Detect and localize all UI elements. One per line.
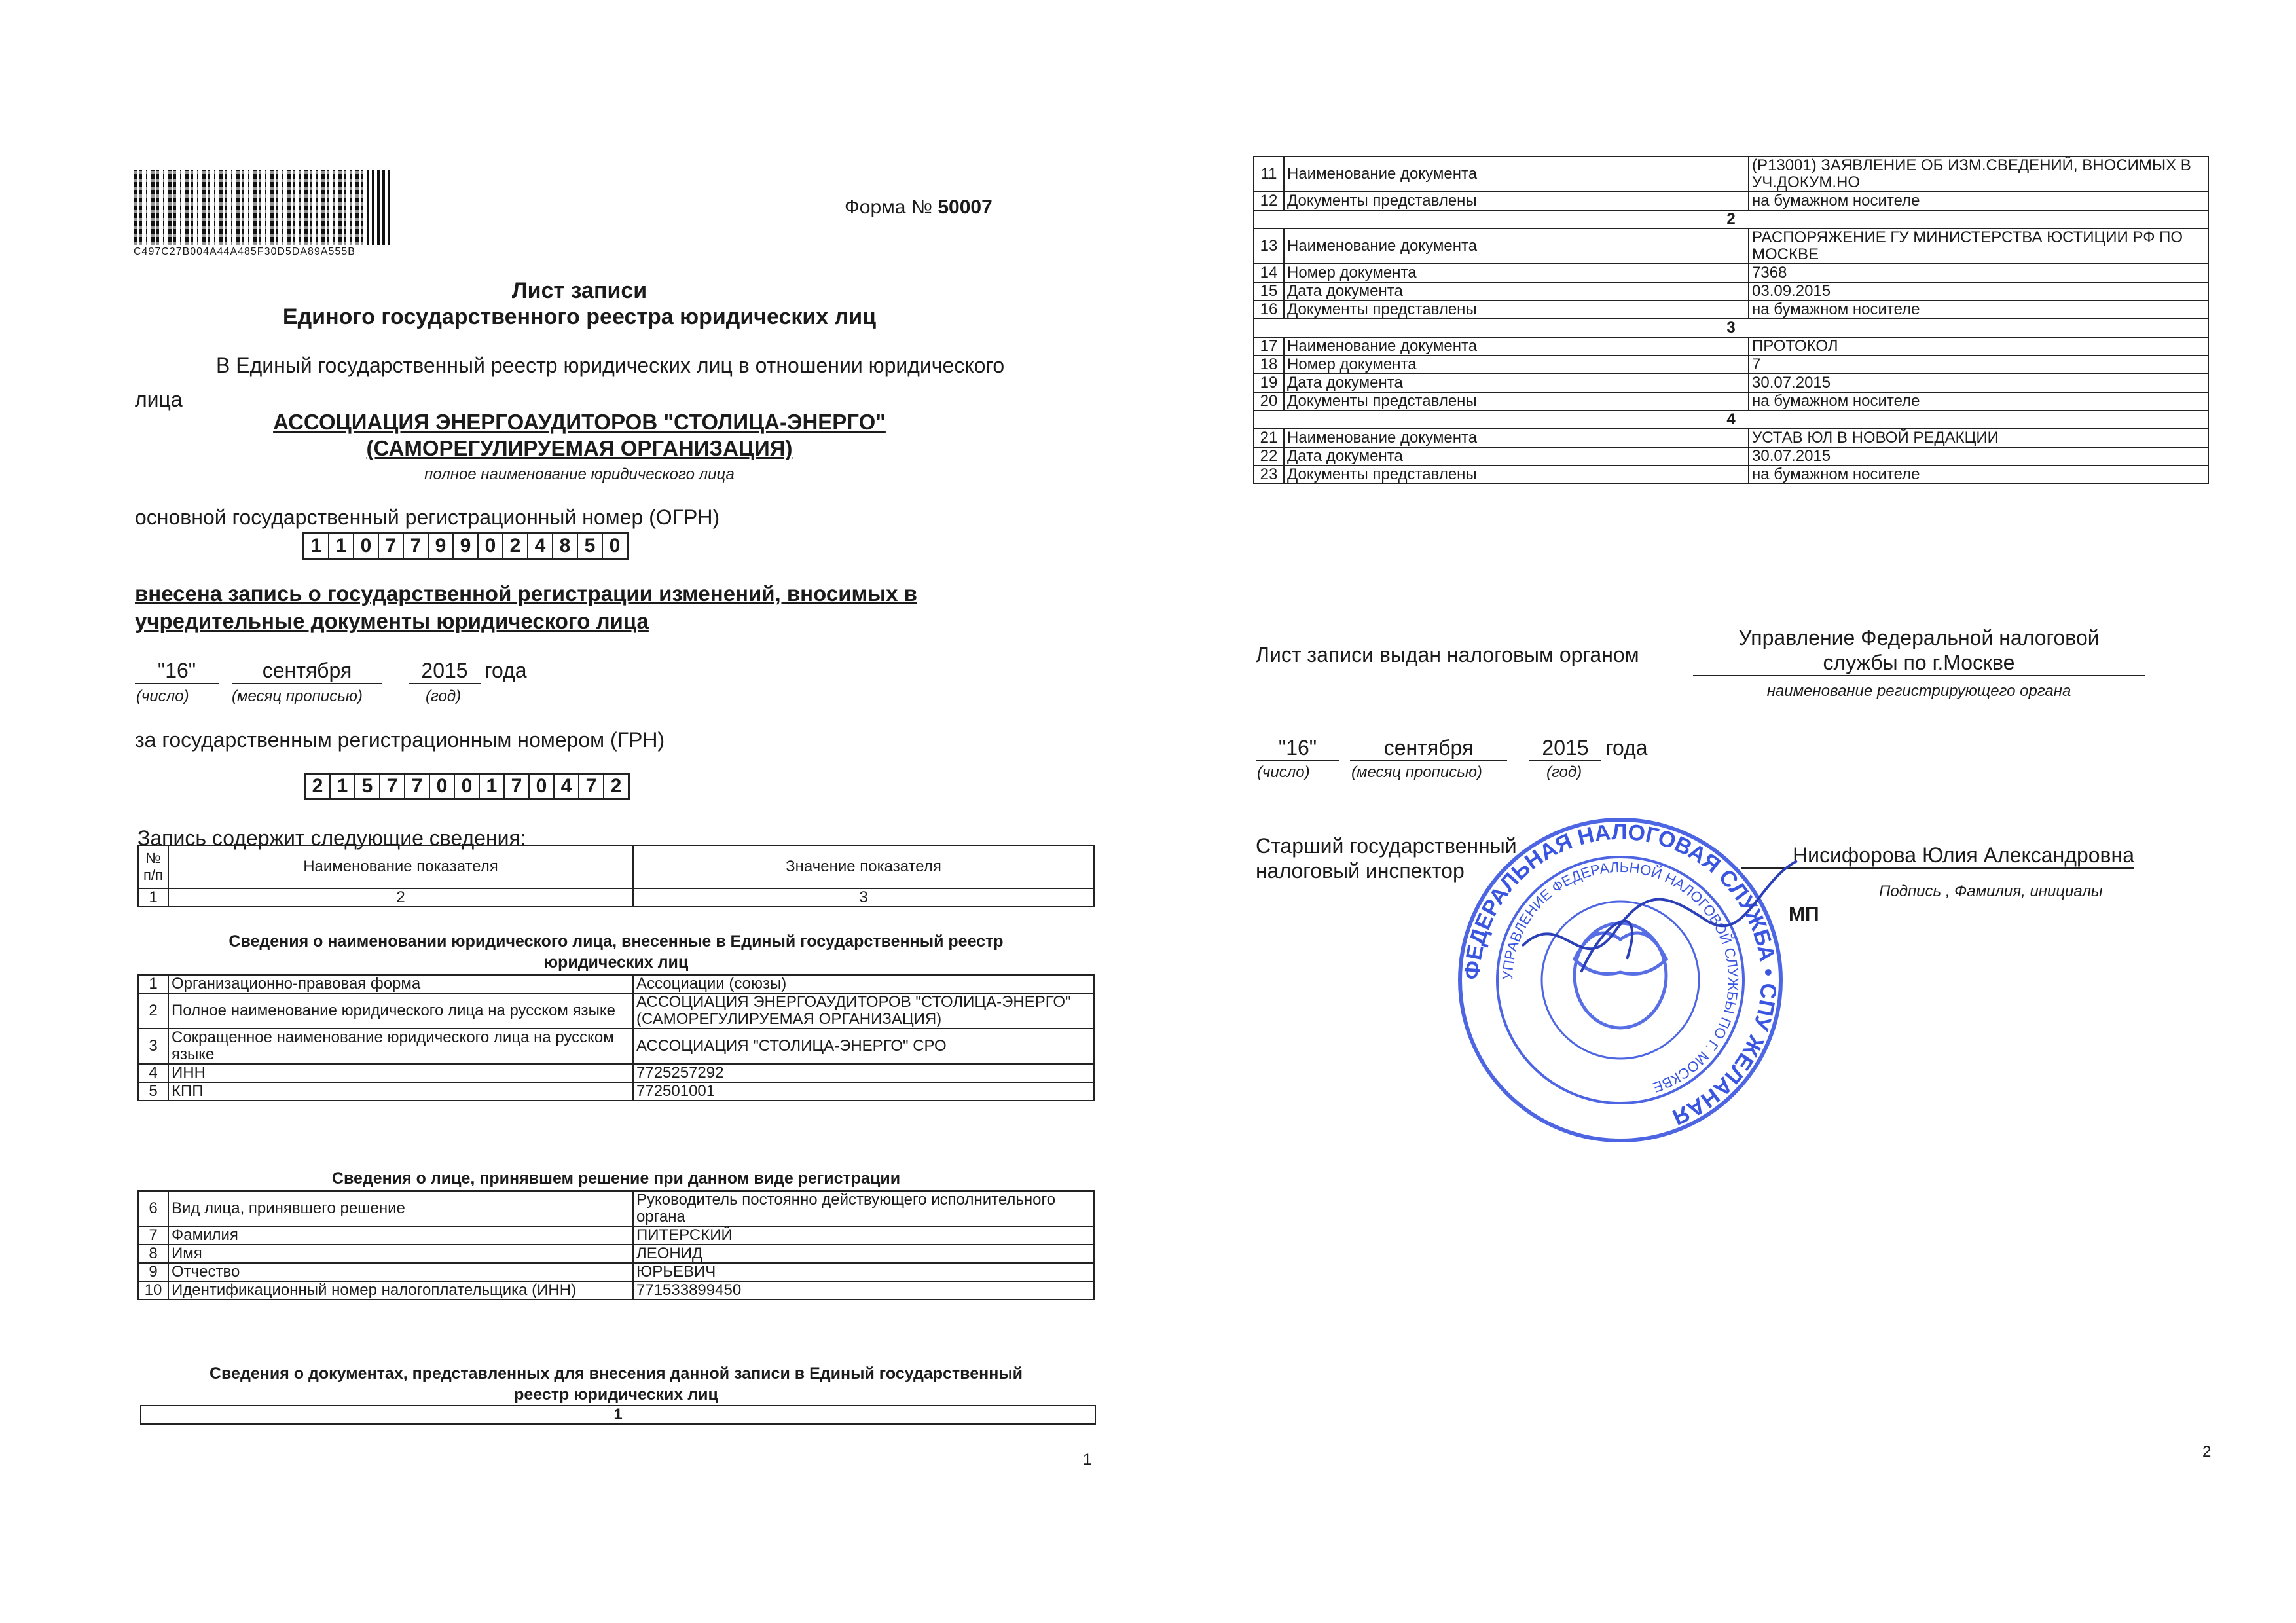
ogrn-digit: 4 <box>528 534 553 558</box>
row-number: 13 <box>1254 228 1284 264</box>
table-row <box>1254 264 2208 282</box>
row-number: 10 <box>138 1281 168 1300</box>
row-number: 17 <box>1254 337 1284 356</box>
org-name-line1: АССОЦИАЦИЯ ЭНЕРГОАУДИТОРОВ "СТОЛИЦА-ЭНЕРГО" <box>273 410 886 434</box>
org-name-caption: полное наименование юридического лица <box>424 465 735 483</box>
row-number: 22 <box>1254 447 1284 465</box>
row-indicator-value: 772501001 <box>633 1082 1094 1101</box>
section2-title: Сведения о лице, принявшем решение при данном виде регистрации <box>331 1169 901 1188</box>
page1-number: 1 <box>1083 1451 1092 1468</box>
row-indicator-name: Номер документа <box>1284 264 1749 282</box>
row-indicator-name: КПП <box>168 1082 633 1101</box>
table-row <box>138 993 1094 1029</box>
table-row <box>1254 192 2208 210</box>
row-indicator-name: Организационно-правовая форма <box>168 975 633 993</box>
row-number: 14 <box>1254 264 1284 282</box>
inspector-caption: Подпись , Фамилия, инициалы <box>1879 883 2103 900</box>
grn-digit: 1 <box>480 775 505 798</box>
section3-group-1: 1 <box>141 1406 1095 1424</box>
header-index-2: 2 <box>168 888 633 907</box>
table-row <box>138 1245 1094 1263</box>
header-col-number: № п/п <box>138 845 168 888</box>
row-indicator-name: Дата документа <box>1284 447 1749 465</box>
ogrn-digit: 9 <box>429 534 454 558</box>
ogrn-digit: 2 <box>503 534 528 558</box>
grn-digit: 2 <box>306 775 331 798</box>
table-row <box>1254 465 2208 484</box>
header-col-value: Значение показателя <box>633 845 1094 888</box>
row-indicator-name: Наименование документа <box>1284 337 1749 356</box>
table-row <box>1254 429 2208 447</box>
row-number: 2 <box>138 993 168 1029</box>
row-indicator-name: ИНН <box>168 1064 633 1082</box>
table-row <box>1254 392 2208 410</box>
section3-title-line1: Сведения о документах, представленных для внесения данной записи в Единый государственный <box>209 1364 1023 1383</box>
row-number: 12 <box>1254 192 1284 210</box>
ogrn-digit: 0 <box>609 535 621 556</box>
group-number: 3 <box>1254 319 2208 337</box>
issued-org-line1: Управление Федеральной налоговой <box>1738 626 2100 649</box>
ogrn-digit: 0 <box>479 534 503 558</box>
row-indicator-value: Ассоциации (союзы) <box>633 975 1094 993</box>
date2-day: "16" <box>1256 736 1339 761</box>
section1-table <box>137 974 1095 1101</box>
form-label: Форма № <box>845 196 933 218</box>
row-indicator-name: Документы представлены <box>1284 465 1749 484</box>
row-number: 8 <box>138 1245 168 1263</box>
date2-suffix: года <box>1605 736 1648 759</box>
grn-digit: 4 <box>555 775 579 798</box>
form-number <box>845 196 993 219</box>
row-number: 23 <box>1254 465 1284 484</box>
row-indicator-value: на бумажном носителе <box>1749 465 2208 484</box>
group-number: 4 <box>1254 410 2208 429</box>
date2-caption-year: (год) <box>1546 763 1582 781</box>
entry-line2: учредительные документы юридического лица <box>135 609 649 633</box>
row-indicator-value: на бумажном носителе <box>1749 392 2208 410</box>
date2-caption-day: (число) <box>1257 763 1310 781</box>
ogrn-digit: 1 <box>304 534 329 558</box>
table-row <box>1254 356 2208 374</box>
row-indicator-value: на бумажном носителе <box>1749 301 2208 319</box>
barcode-tail <box>367 170 393 245</box>
intro-line1: В Единый государственный реестр юридических лиц в отношении юридического <box>216 354 1005 377</box>
row-number: 20 <box>1254 392 1284 410</box>
stamp-eagle-emblem <box>1575 923 1666 1028</box>
section1-title-line1: Сведения о наименовании юридического лица, внесенные в Единый государственный реестр <box>228 932 1004 951</box>
grn-digit: 7 <box>405 775 430 798</box>
row-indicator-name: Документы представлены <box>1284 301 1749 319</box>
table-row <box>138 1281 1094 1300</box>
form-number-value: 50007 <box>938 196 993 218</box>
row-number: 9 <box>138 1263 168 1281</box>
table-row <box>1254 156 2208 192</box>
row-indicator-value: 7 <box>1749 356 2208 374</box>
row-indicator-value: 30.07.2015 <box>1749 374 2208 392</box>
stamp-graphic <box>1430 809 1810 1149</box>
page2-number: 2 <box>2202 1443 2212 1461</box>
row-indicator-value: ЮРЬЕВИЧ <box>633 1263 1094 1281</box>
barcode <box>134 170 388 245</box>
row-number: 5 <box>138 1082 168 1101</box>
inspector-title-line1: Старший государственный <box>1256 834 1517 858</box>
table-row <box>138 1191 1094 1226</box>
table-row <box>138 1064 1094 1082</box>
row-number: 21 <box>1254 429 1284 447</box>
row-number: 19 <box>1254 374 1284 392</box>
group-header-row <box>1254 210 2208 228</box>
row-indicator-name: Дата документа <box>1284 374 1749 392</box>
row-indicator-name: Наименование документа <box>1284 429 1749 447</box>
header-index-1: 1 <box>138 888 168 907</box>
official-stamp <box>1430 809 1810 1149</box>
row-indicator-name: Имя <box>168 1245 633 1263</box>
date1-caption-day: (число) <box>136 687 189 705</box>
table-row <box>138 1029 1094 1064</box>
row-indicator-name: Дата документа <box>1284 282 1749 301</box>
ogrn-digit: 7 <box>379 534 404 558</box>
grn-digit: 0 <box>455 775 480 798</box>
date2-year: 2015 <box>1529 736 1601 761</box>
table-row <box>1254 374 2208 392</box>
row-indicator-name: Идентификационный номер налогоплательщика (ИНН) <box>168 1281 633 1300</box>
grn-digit: 1 <box>331 775 355 798</box>
row-indicator-name: Полное наименование юридического лица на русском языке <box>168 993 633 1029</box>
grn-digit: 2 <box>610 775 622 797</box>
row-number: 15 <box>1254 282 1284 301</box>
date1-year: 2015 <box>409 659 481 684</box>
row-indicator-name: Документы представлены <box>1284 392 1749 410</box>
org-name-line2: (САМОРЕГУЛИРУЕМАЯ ОРГАНИЗАЦИЯ) <box>366 436 793 460</box>
row-indicator-name: Наименование документа <box>1284 228 1749 264</box>
date1-caption-year: (год) <box>426 687 462 705</box>
row-indicator-name: Вид лица, принявшего решение <box>168 1191 633 1226</box>
grn-digit: 0 <box>530 775 555 798</box>
row-indicator-name: Номер документа <box>1284 356 1749 374</box>
group-header-row <box>1254 410 2208 429</box>
inspector-name: Нисифорова Юлия Александровна <box>1741 843 2134 869</box>
row-indicator-value: АССОЦИАЦИЯ "СТОЛИЦА-ЭНЕРГО" СРО <box>633 1029 1094 1064</box>
stamp-outer-text: ФЕДЕРАЛЬНАЯ НАЛОГОВАЯ СЛУЖБА • СПУ ЖЕЛАНАЯ <box>1459 819 1781 1130</box>
issued-org-caption: наименование регистрирующего органа <box>1766 682 2071 700</box>
row-indicator-value: 771533899450 <box>633 1281 1094 1300</box>
contains-label: Запись содержит следующие сведения: <box>137 826 526 850</box>
row-indicator-name: Документы представлены <box>1284 192 1749 210</box>
header-index-3: 3 <box>633 888 1094 907</box>
documents-table <box>1253 156 2209 484</box>
ogrn-digit: 1 <box>329 534 354 558</box>
row-number: 1 <box>138 975 168 993</box>
row-number: 18 <box>1254 356 1284 374</box>
section3-title-line2: реестр юридических лиц <box>514 1385 718 1404</box>
ogrn-digits <box>302 532 629 560</box>
row-indicator-name: Сокращенное наименование юридического лица на русском языке <box>168 1029 633 1064</box>
grn-digit: 7 <box>380 775 405 798</box>
mp-label: МП <box>1789 903 1819 925</box>
intro-line2: лица <box>135 388 183 411</box>
row-number: 4 <box>138 1064 168 1082</box>
row-indicator-value: ПРОТОКОЛ <box>1749 337 2208 356</box>
grn-digit: 0 <box>430 775 455 798</box>
row-indicator-value: (Р13001) ЗАЯВЛЕНИЕ ОБ ИЗМ.СВЕДЕНИЙ, ВНОСИМЫХ В УЧ.ДОКУМ.НО <box>1749 156 2208 192</box>
issued-org-line2: службы по г.Москве <box>1693 651 2145 676</box>
section2-table <box>137 1190 1095 1300</box>
date2-month: сентября <box>1350 736 1507 761</box>
barcode-text: C497C27B004A44A485F30D5DA89A555B <box>134 246 355 257</box>
ogrn-label: основной государственный регистрационный номер (ОГРН) <box>135 505 720 529</box>
date1-month: сентября <box>232 659 382 684</box>
row-number: 7 <box>138 1226 168 1245</box>
table-row <box>1254 228 2208 264</box>
entry-line1: внесена запись о государственной регистрации изменений, вносимых в <box>135 581 917 606</box>
group-number: 2 <box>1254 210 2208 228</box>
section3-table <box>140 1405 1096 1425</box>
row-number: 16 <box>1254 301 1284 319</box>
table-row <box>138 1226 1094 1245</box>
row-indicator-value: АССОЦИАЦИЯ ЭНЕРГОАУДИТОРОВ "СТОЛИЦА-ЭНЕРГО" (САМОРЕГУЛИРУЕМАЯ ОРГАНИЗАЦИЯ) <box>633 993 1094 1029</box>
row-indicator-value: УСТАВ ЮЛ В НОВОЙ РЕДАКЦИИ <box>1749 429 2208 447</box>
row-indicator-value: на бумажном носителе <box>1749 192 2208 210</box>
grn-digit: 5 <box>355 775 380 798</box>
row-indicator-value: 7368 <box>1749 264 2208 282</box>
header-col-name: Наименование показателя <box>168 845 633 888</box>
row-indicator-value: ПИТЕРСКИЙ <box>633 1226 1094 1245</box>
table-row <box>138 975 1094 993</box>
grn-digits <box>304 773 630 800</box>
stamp-inner-text: УПРАВЛЕНИЕ ФЕДЕРАЛЬНОЙ НАЛОГОВОЙ СЛУЖБЫ ПО Г. МОСКВЕ <box>1499 858 1742 1096</box>
date2-caption-month: (месяц прописью) <box>1351 763 1482 781</box>
row-indicator-value: 7725257292 <box>633 1064 1094 1082</box>
page-title-line1: Лист записи <box>511 278 647 303</box>
row-indicator-value: РАСПОРЯЖЕНИЕ ГУ МИНИСТЕРСТВА ЮСТИЦИИ РФ ПО МОСКВЕ <box>1749 228 2208 264</box>
table-row <box>1254 282 2208 301</box>
table-row <box>138 1082 1094 1101</box>
row-number: 11 <box>1254 156 1284 192</box>
ogrn-digit: 0 <box>354 534 379 558</box>
header-table <box>137 845 1095 907</box>
section1-title-line2: юридических лиц <box>543 953 689 972</box>
ogrn-digit: 5 <box>578 534 603 558</box>
table-row <box>1254 301 2208 319</box>
table-row <box>1254 337 2208 356</box>
date1-caption-month: (месяц прописью) <box>232 687 363 705</box>
row-number: 3 <box>138 1029 168 1064</box>
row-indicator-value: Руководитель постоянно действующего исполнительного органа <box>633 1191 1094 1226</box>
row-indicator-value: ЛЕОНИД <box>633 1245 1094 1263</box>
page-title-line2: Единого государственного реестра юридических лиц <box>282 304 877 329</box>
row-indicator-name: Наименование документа <box>1284 156 1749 192</box>
grn-label: за государственным регистрационным номером (ГРН) <box>135 728 665 752</box>
row-number: 6 <box>138 1191 168 1226</box>
table-row <box>138 1263 1094 1281</box>
inspector-title-line2: налоговый инспектор <box>1256 859 1465 883</box>
date1-day: "16" <box>135 659 219 684</box>
table-row <box>1254 447 2208 465</box>
ogrn-digit: 8 <box>553 534 578 558</box>
date1-suffix: года <box>484 659 527 682</box>
grn-digit: 7 <box>579 775 604 798</box>
row-indicator-name: Отчество <box>168 1263 633 1281</box>
row-indicator-value: 30.07.2015 <box>1749 447 2208 465</box>
group-header-row <box>1254 319 2208 337</box>
ogrn-digit: 7 <box>404 534 429 558</box>
row-indicator-value: 03.09.2015 <box>1749 282 2208 301</box>
row-indicator-name: Фамилия <box>168 1226 633 1245</box>
ogrn-digit: 9 <box>454 534 479 558</box>
grn-digit: 7 <box>505 775 530 798</box>
issued-label: Лист записи выдан налоговым органом <box>1256 643 1639 666</box>
